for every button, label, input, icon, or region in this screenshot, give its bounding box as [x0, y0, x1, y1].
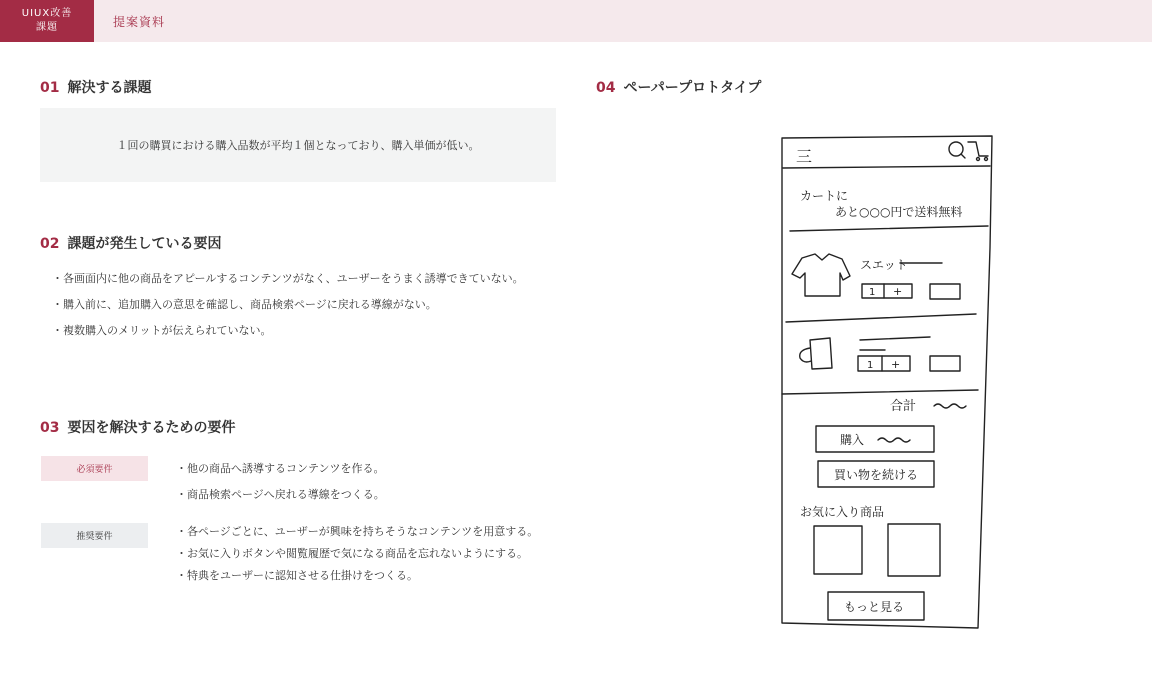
section2-title: 課題が発生している要因	[67, 236, 222, 252]
svg-text:1: 1	[869, 287, 876, 298]
section4-title: ペーパープロトタイプ	[623, 80, 762, 96]
cause-item: ・各画面内に他の商品をアピールするコンテンツがなく、ユーザーをうまく誘導できていない。	[52, 272, 524, 285]
recommended-item: ・各ページごとに、ユーザーが興味を持ちそうなコンテンツを用意する。	[176, 525, 539, 538]
recommended-item: ・特典をユーザーに認知させる仕掛けをつくる。	[176, 569, 418, 582]
cause-list	[52, 270, 524, 348]
recommended-requirement-tag: 推奨要件	[41, 523, 148, 548]
section4-heading	[596, 77, 761, 97]
section3-heading	[40, 417, 235, 437]
svg-text:買い物を続ける: 買い物を続ける	[834, 468, 919, 482]
svg-text:+: +	[893, 285, 903, 298]
svg-text:もっと見る: もっと見る	[844, 600, 905, 614]
notice-divider	[790, 226, 988, 231]
svg-text:購入: 購入	[840, 433, 865, 447]
cart-notice-line2: あと○○○円で送料無料	[835, 205, 963, 219]
svg-text:+: +	[891, 358, 901, 371]
cause-item: ・購入前に、追加購入の意思を確認し、商品検索ページに戻れる導線がない。	[52, 298, 437, 311]
section2-number: 02	[40, 236, 60, 252]
brand-line1: UIUX改善	[21, 8, 73, 19]
quantity-stepper	[858, 356, 910, 371]
paper-prototype-sketch	[760, 128, 1000, 638]
favorites-label: お気に入り商品	[800, 505, 885, 519]
favorite-product-thumb	[814, 526, 862, 574]
cart-notice-line1: カートに	[800, 189, 849, 203]
section2-heading	[40, 233, 221, 253]
brand-badge	[0, 0, 94, 42]
cause-item: ・複数購入のメリットが伝えられていない。	[52, 324, 272, 337]
item-divider	[786, 314, 976, 322]
top-bar	[0, 0, 1152, 42]
svg-text:1: 1	[867, 360, 874, 371]
section1-heading	[40, 77, 151, 97]
problem-text: １回の購買における購入品数が平均１個となっており、購入単価が低い。	[116, 139, 480, 152]
mug-icon	[800, 338, 832, 369]
header-divider	[783, 166, 990, 168]
remove-box	[930, 284, 960, 299]
section1-title: 解決する課題	[67, 80, 152, 96]
brand-line2: 課題	[36, 22, 58, 33]
section1-number: 01	[40, 80, 60, 96]
must-item: ・他の商品へ誘導するコンテンツを作る。	[176, 462, 385, 475]
problem-box	[40, 108, 556, 182]
menu-icon: 三	[796, 147, 813, 166]
must-requirement-tag: 必須要件	[41, 456, 148, 481]
cart-icon	[968, 142, 988, 161]
section3-number: 03	[40, 420, 60, 436]
favorite-product-thumb	[888, 524, 940, 576]
must-item: ・商品検索ページへ戻れる導線をつくる。	[176, 488, 385, 501]
total-label: 合計	[890, 399, 917, 414]
item-divider	[782, 390, 978, 394]
document-title: 提案資料	[113, 15, 166, 29]
recommended-item: ・お気に入りボタンや閲覧履歴で気になる商品を忘れないようにする。	[176, 547, 528, 560]
remove-box	[930, 356, 960, 371]
buy-button	[816, 426, 934, 452]
sweatshirt-icon	[792, 254, 850, 296]
item1-name: スエット	[860, 258, 908, 272]
section4-number: 04	[596, 80, 616, 96]
section3-title: 要因を解決するための要件	[67, 420, 236, 436]
search-icon	[949, 142, 965, 158]
